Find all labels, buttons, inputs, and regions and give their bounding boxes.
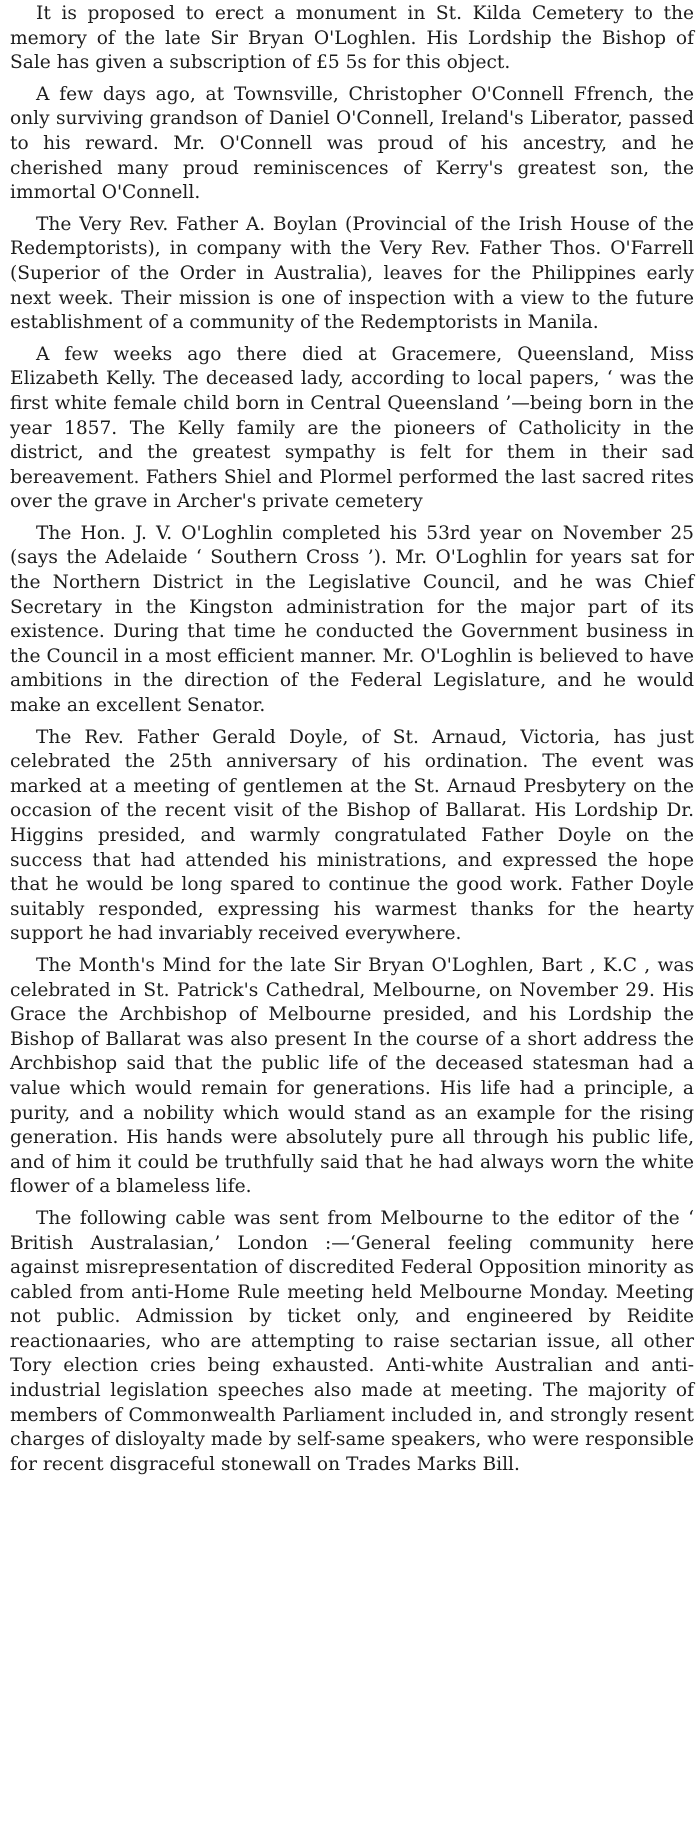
paragraph-monument: It is proposed to erect a monument in St. Kilda Cemetery to the memory of the late Sir Bryan O'Loghlen. His Lordship the Bishop of Sale has given a subscription of £5 5s for this object. <box>10 3 694 74</box>
paragraph-cable: The following cable was sent from Melbourne to the editor of the ‘ British Australasian,’ London :—‘General feeling community here against misrepresentation of discredited Federal Opposition minority as cabled from anti-Home Rule meeting held Melbourne Monday. Meeting not public. Admission by ticket only, and engineered by Reidite reactionaaries, who are attempting to raise sectarian issue, all other Tory election cries being exhausted. Anti-white Australian and anti-industrial legislation speeches also made at meeting. The majority of members of Commonwealth Parliament included in, and strongly resent charges of disloyalty made by self-same speakers, who were responsible for recent disgraceful stonewall on Trades Marks Bill. <box>10 1207 694 1475</box>
paragraph-months-mind: The Month's Mind for the late Sir Bryan O'Loghlen, Bart , K.C , was celebrated in St. Patrick's Cathedral, Melbourne, on November 29. His Grace the Archbishop of Melbourne presided, and his Lordship the Bishop of Ballarat was also present In the course of a short address the Archbishop said that the public life of the deceased statesman had a value which would remain for generations. His life had a principle, a purity, and a nobility which would stand as an example for the rising generation. His hands were absolutely pure all through his public life, and of him it could be truthfully said that he had always worn the white flower of a blameless life. <box>10 954 694 1198</box>
paragraph-redemptorists: The Very Rev. Father A. Boylan (Provincial of the Irish House of the Redemptorists), in company with the Very Rev. Father Thos. O'Farrell (Superior of the Order in Australia), leaves for the Philippines early next week. Their mission is one of inspection with a view to the future establishment of a community of the Redemptorists in Manila. <box>10 213 694 334</box>
paragraph-ologhlin-senator: The Hon. J. V. O'Loghlin completed his 53rd year on November 25 (says the Adelaide ‘ Southern Cross ’). Mr. O'Loghlin for years sat for the Northern District in the Legislative Council, and he was Chief Secretary in the Kingston administration for the major part of its existence. During that time he conducted the Government business in the Council in a most efficient manner. Mr. O'Loghlin is believed to have ambitions in the direction of the Federal Legislature, and he would make an excellent Senator. <box>10 522 694 717</box>
paragraph-kelly: A few weeks ago there died at Gracemere, Queensland, Miss Elizabeth Kelly. The deceased lady, according to local papers, ‘ was the first white female child born in Central Queensland ’—being born in the year 1857. The Kelly family are the pioneers of Catholicity in the district, and the greatest sympathy is felt for them in their sad bereavement. Fathers Shiel and Plormel performed the last sacred rites over the grave in Archer's private cemetery <box>10 343 694 513</box>
paragraph-doyle: The Rev. Father Gerald Doyle, of St. Arnaud, Victoria, has just celebrated the 25th anniversary of his ordination. The event was marked at a meeting of gentlemen at the St. Arnaud Presbytery on the occasion of the recent visit of the Bishop of Ballarat. His Lordship Dr. Higgins presided, and warmly congratulated Father Doyle on the success that had attended his ministrations, and expressed the hope that he would be long spared to continue the good work. Father Doyle suitably responded, expressing his warmest thanks for the hearty support he had invariably received everywhere. <box>10 726 694 945</box>
paragraph-oconnell: A few days ago, at Townsville, Christopher O'Connell Ffrench, the only surviving grandson of Daniel O'Connell, Ireland's Liberator, passed to his reward. Mr. O'Connell was proud of his ancestry, and he cherished many proud reminiscences of Kerry's greatest son, the immortal O'Connell. <box>10 83 694 204</box>
